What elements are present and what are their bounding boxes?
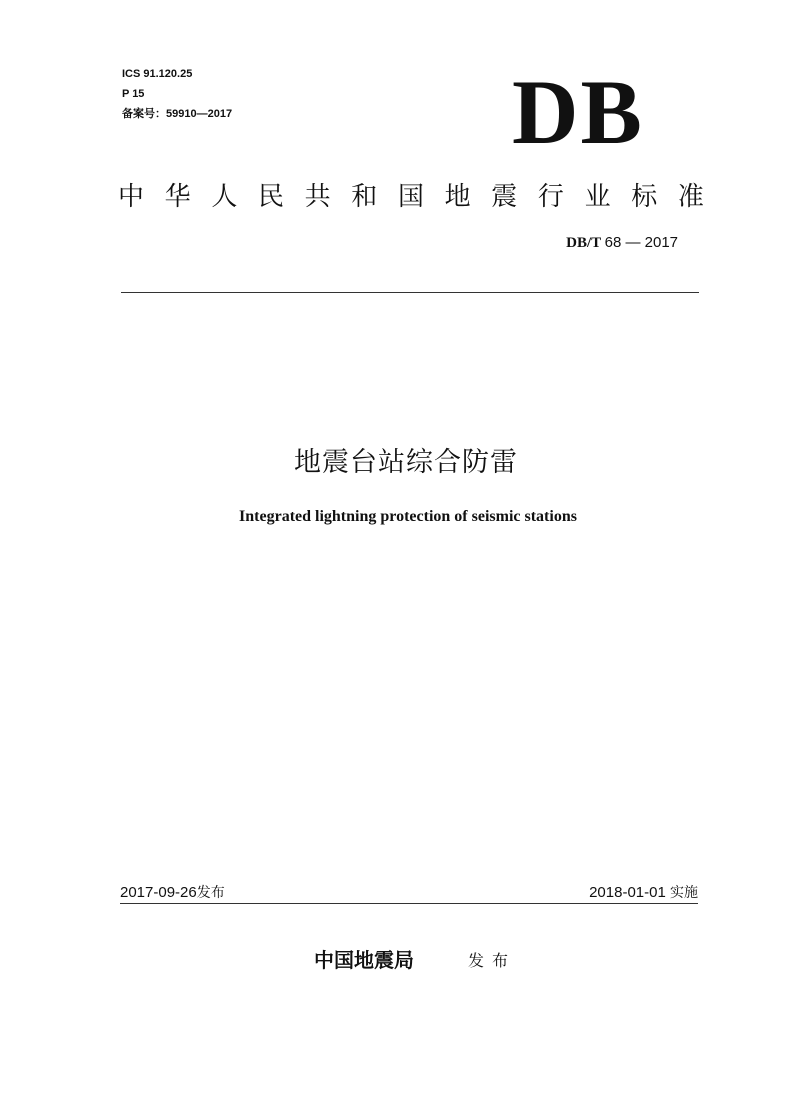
standard-type-char: 震 (491, 182, 518, 212)
standard-type-char: 行 (537, 182, 564, 212)
issue-date (120, 884, 225, 902)
standard-type-heading (118, 180, 704, 214)
db-logo: DB (512, 61, 644, 163)
standard-type-char: 华 (164, 182, 191, 212)
title-chinese: 地震台站综合防雷 (294, 447, 518, 478)
issue-date-value: 2017-09-26 (120, 884, 197, 901)
standard-type-char: 地 (444, 182, 471, 212)
implementation-date-value: 2018-01-01 (589, 884, 666, 901)
publisher-name: 中国地震局 (314, 948, 414, 972)
standard-type-char: 准 (677, 182, 704, 212)
standard-type-char: 国 (397, 182, 424, 212)
top-divider (121, 292, 699, 293)
standard-number-prefix: DB/T (566, 235, 601, 251)
standard-number (566, 234, 678, 252)
implementation-date (589, 884, 698, 902)
implementation-date-label: 实施 (670, 885, 698, 901)
standard-type-char: 中 (118, 182, 145, 212)
standard-type-char: 标 (631, 182, 658, 212)
standard-type-char: 业 (584, 182, 611, 212)
bottom-divider (120, 903, 698, 904)
standard-type-char: 民 (257, 182, 284, 212)
standard-type-char: 和 (351, 182, 378, 212)
publisher-verb: 发布 (468, 951, 517, 970)
standard-type-char: 共 (304, 182, 331, 212)
registration-number: 备案号：59910—2017 (122, 108, 233, 120)
standard-number-value: 68 — 2017 (604, 234, 678, 251)
title-english: Integrated lightning protection of seismic stations (239, 508, 577, 525)
issue-date-label: 发布 (196, 885, 225, 901)
standard-type-char: 人 (211, 182, 238, 212)
ics-code: ICS 91.120.25 (122, 68, 193, 80)
ccs-code: P 15 (122, 88, 145, 100)
